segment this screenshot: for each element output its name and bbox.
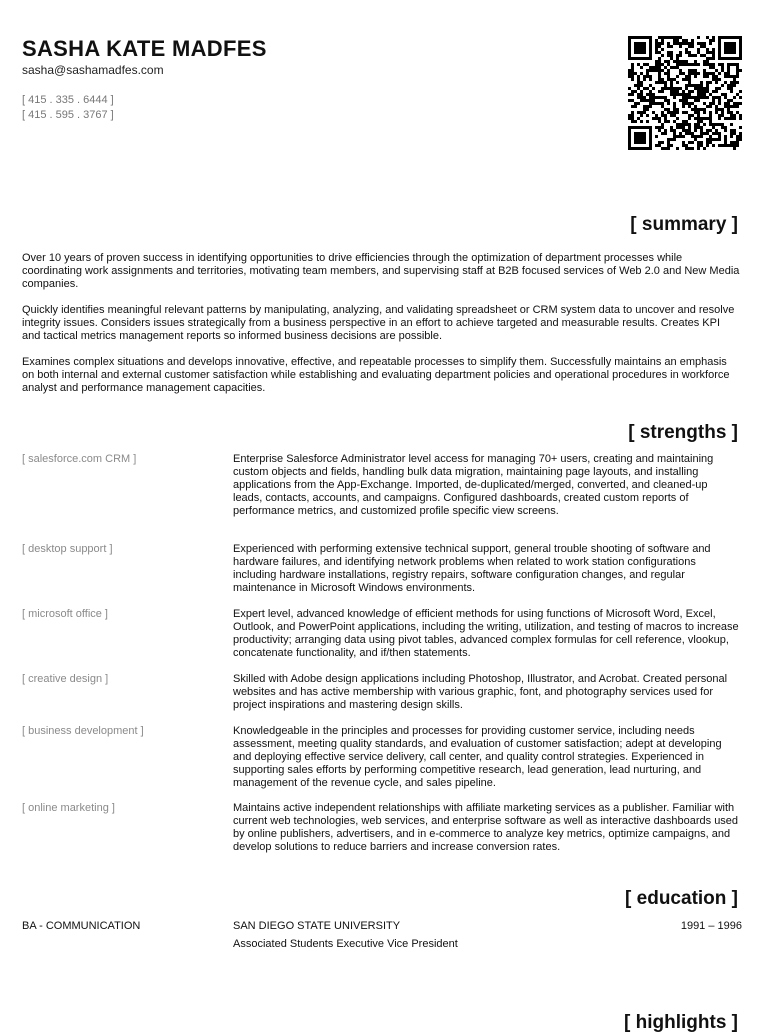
phone-primary: [ 415 . 335 . 6444 ] [22, 94, 114, 106]
education-degree: BA - COMMUNICATION [22, 920, 141, 932]
education-heading: [ education ] [625, 888, 738, 909]
strength-description: Expert level, advanced knowledge of efficient methods for using functions of Microsoft Word, Excel, Outlook, and PowerPoint applications, including the writing, utilization, and testing of macros to increase productivity; arranging data using pivot tables, advanced complex formulas for cell reference, vlookup, concatenate functionality, and if/then statements. [233, 608, 739, 659]
summary-paragraph: Quickly identifies meaningful relevant patterns by manipulating, analyzing, and validating spreadsheet or CRM system data to uncover and resolve integrity issues. Considers issues strategically from a business perspective in an effort to achieve targeted and measurable results. Creates KPI and tactical metrics management reports so informed business decisions are possible. [22, 304, 735, 342]
strength-description: Skilled with Adobe design applications including Photoshop, Illustrator, and Acrobat. Created personal websites and has active membership with various graphic, font, and photography services used for project inspirations and mastering design skills. [233, 673, 728, 711]
summary-paragraph: Examines complex situations and develops innovative, effective, and repeatable processes to simplify them. Successfully maintains an emphasis on both internal and external customer satisfaction while establishing and evaluating department policies and operational procedures in workforce analyst and performance management capacities. [22, 356, 730, 394]
highlights-heading: [ highlights ] [624, 1012, 738, 1033]
strength-label: [ business development ] [22, 725, 144, 737]
email-address: sasha@sashamadfes.com [22, 63, 164, 77]
candidate-name: SASHA KATE MADFES [22, 36, 267, 61]
phone-secondary: [ 415 . 595 . 3767 ] [22, 109, 114, 121]
strength-label: [ desktop support ] [22, 543, 113, 555]
summary-body [22, 252, 740, 408]
strength-description: Maintains active independent relationships with affiliate marketing services as a publisher. Familiar with current web technologies, web services, and enterprise software as well as interactive dashboards used by online publishers, advertisers, and in e-commerce to analyze key metrics, optimize campaigns, and develop solutions to reduce barriers and increase conversion rates. [233, 802, 739, 853]
qr-code-icon [628, 36, 742, 150]
strength-label: [ creative design ] [22, 673, 109, 685]
strength-description: Knowledgeable in the principles and processes for providing customer service, including needs assessment, meeting quality standards, and evaluation of customer satisfaction; adept at developing and deploying effective service delivery, call center, and quality control strategies. Experienced in supporting sales efforts by performing competitive research, lead generation, lead nurturing, and management of the revenue cycle, and sales pipeline. [233, 725, 722, 789]
summary-paragraph: Over 10 years of proven success in identifying opportunities to drive efficiencies through the optimization of department processes while coordinating work assignments and territories, motivating team members, and supervising staff at B2B focused services of Web 2.0 and New Media companies. [22, 252, 740, 290]
strength-label: [ microsoft office ] [22, 608, 108, 620]
strength-label: [ salesforce.com CRM ] [22, 453, 137, 465]
strength-description: Enterprise Salesforce Administrator level access for managing 70+ users, creating and maintaining custom objects and fields, handling bulk data migration, maintaining page layouts, and installing applications from the App-Exchange. Imported, de-duplicated/merged, converted, and cleaned-up leads, contacts, accounts, and campaigns. Configured dashboards, created custom reports of performance metrics, and customized profile specific view screens. [233, 453, 714, 517]
summary-heading: [ summary ] [630, 214, 738, 235]
education-role: Associated Students Executive Vice President [233, 938, 458, 950]
strength-description: Experienced with performing extensive technical support, general trouble shooting of software and hardware failures, and identifying network problems when related to work station configurations including hardware installations, registry repairs, software configuration changes, and regular maintenance in Microsoft Windows environments. [233, 543, 711, 594]
education-dates: 1991 – 1996 [680, 920, 742, 932]
education-school: SAN DIEGO STATE UNIVERSITY [233, 920, 401, 932]
strength-label: [ online marketing ] [22, 802, 115, 814]
phone-numbers [22, 93, 114, 123]
strengths-heading: [ strengths ] [628, 422, 738, 443]
